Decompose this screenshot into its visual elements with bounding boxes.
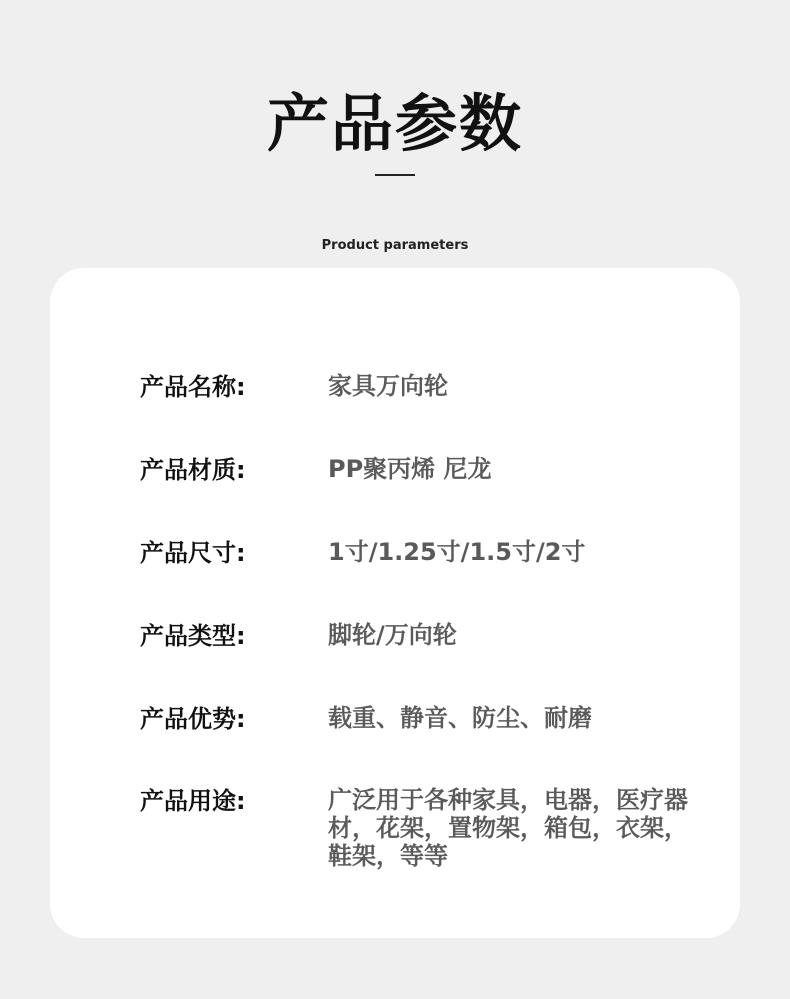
param-label: 产品类型: bbox=[140, 622, 246, 650]
param-value: 1寸/1.25寸/1.5寸/2寸 bbox=[328, 538, 586, 566]
param-label: 产品优势: bbox=[140, 705, 246, 733]
param-label: 产品用途: bbox=[140, 787, 246, 815]
param-value: 载重、静音、防尘、耐磨 bbox=[328, 704, 592, 732]
param-value: PP聚丙烯 尼龙 bbox=[328, 455, 492, 483]
param-label: 产品尺寸: bbox=[140, 539, 246, 567]
param-label: 产品材质: bbox=[140, 456, 246, 484]
param-label: 产品名称: bbox=[140, 373, 246, 401]
title-divider bbox=[375, 174, 415, 176]
param-value: 脚轮/万向轮 bbox=[328, 621, 457, 649]
page-title: 产品参数 bbox=[266, 87, 523, 160]
param-value: 广泛用于各种家具，电器，医疗器材，花架，置物架，箱包，衣架，鞋架，等等 bbox=[328, 786, 688, 870]
parameters-card bbox=[50, 268, 740, 938]
param-value: 家具万向轮 bbox=[328, 372, 448, 400]
page-subtitle: Product parameters bbox=[321, 238, 469, 253]
